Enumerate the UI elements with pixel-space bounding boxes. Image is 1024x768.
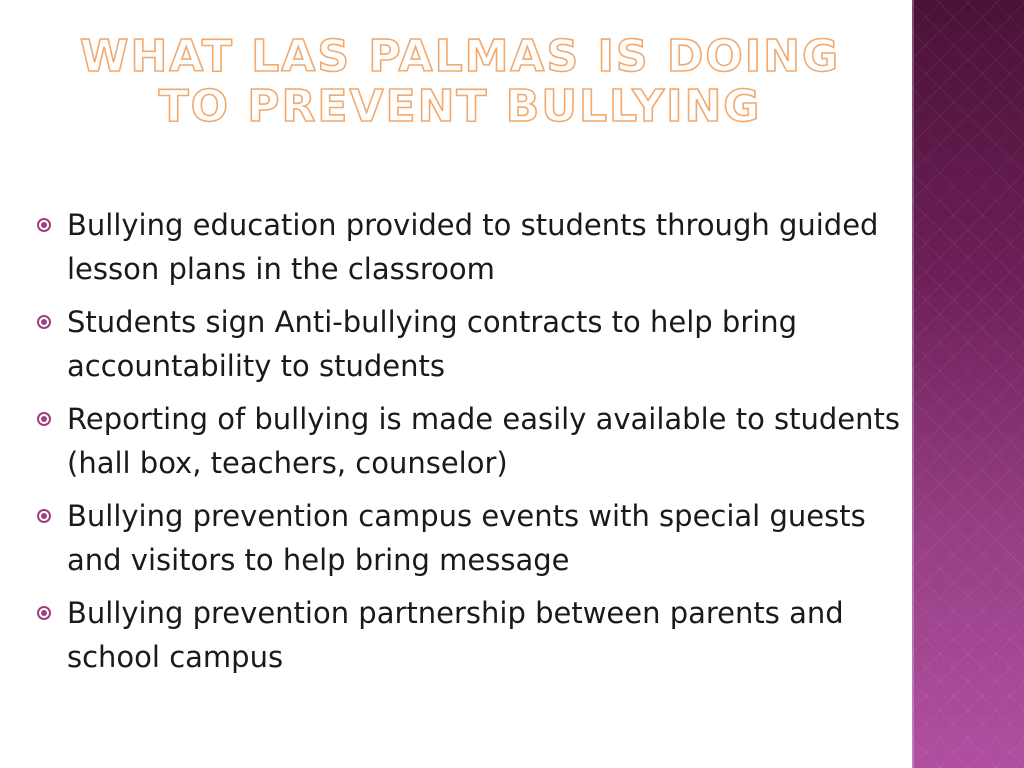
slide-title-line-1: WHAT LAS PALMAS IS DOING xyxy=(79,31,841,82)
bullet-list xyxy=(36,203,906,688)
bullet-item xyxy=(36,591,906,679)
circled-dot-icon xyxy=(37,315,51,329)
circled-dot-icon xyxy=(37,606,51,620)
bullet-text: Students sign Anti-bullying contracts to help bring accountability to students xyxy=(67,305,798,383)
bullet-text: Bullying prevention campus events with special guests and visitors to help bring message xyxy=(67,499,866,577)
bullet-item xyxy=(36,300,906,388)
bullet-item xyxy=(36,397,906,485)
slide-title-line-2: TO PREVENT BULLYING xyxy=(158,81,762,132)
circled-dot-icon xyxy=(37,412,51,426)
bullet-text: Reporting of bullying is made easily available to students (hall box, teachers, counselor) xyxy=(67,402,900,480)
slide-title xyxy=(40,32,880,132)
decorative-side-band xyxy=(912,0,1024,768)
circled-dot-icon xyxy=(37,509,51,523)
bullet-item xyxy=(36,494,906,582)
circled-dot-icon xyxy=(37,218,51,232)
bullet-text: Bullying education provided to students through guided lesson plans in the classroom xyxy=(67,208,879,286)
bullet-item xyxy=(36,203,906,291)
bullet-text: Bullying prevention partnership between parents and school campus xyxy=(67,596,844,674)
